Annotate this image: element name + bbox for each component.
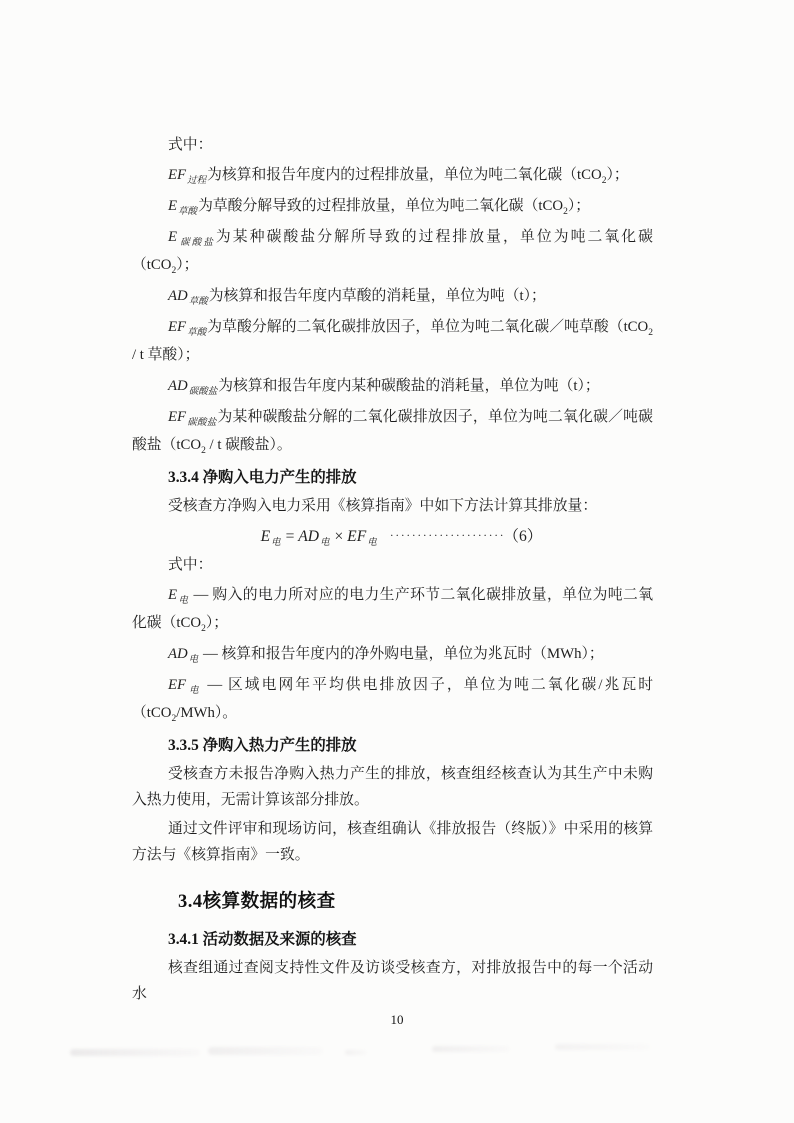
- scan-artifact: [345, 1050, 367, 1055]
- math-variable: $E_{碳酸盐}$: [168, 229, 215, 248]
- variable-subscript: 电: [187, 685, 201, 696]
- definition-paragraph: $AD_{碳酸盐}$为核算和报告年度内某种碳酸盐的消耗量，单位为吨（t）；: [168, 378, 600, 397]
- variable-subscript: 电: [367, 538, 377, 549]
- scan-artifact: [70, 1049, 200, 1056]
- variable-subscript: 碳酸盐: [188, 386, 218, 397]
- paragraph: 核查组通过查阅支持性文件及访谈受核查方，对排放报告中的每一个活动水: [132, 960, 653, 1002]
- variable-subscript: 碳酸盐: [178, 237, 215, 248]
- variable-subscript: 草酸: [187, 327, 207, 338]
- math-variable: $EF_{过程}$: [168, 167, 207, 186]
- variable-subscript: 碳酸盐: [187, 417, 217, 428]
- page-number: 10: [390, 1012, 404, 1027]
- variable-subscript: 电: [178, 595, 189, 606]
- variable-subscript: 电: [271, 538, 281, 549]
- math-variable: $AD_电$: [298, 528, 330, 549]
- math-variable: $EF_电$: [168, 677, 201, 696]
- text-subscript: 2: [201, 623, 206, 634]
- math-variable: $E_电$: [168, 587, 189, 606]
- math-variable: $EF_电$: [347, 528, 377, 549]
- section-heading: 3.4核算数据的核查: [178, 892, 336, 912]
- text-subscript: 2: [171, 265, 177, 276]
- subsection-heading: 3.3.5 净购入热力产生的排放: [168, 737, 357, 754]
- text-subscript: 2: [171, 713, 177, 724]
- text-subscript: 2: [563, 206, 568, 217]
- variable-subscript: 草酸: [188, 296, 208, 307]
- definition-paragraph: $EF_{草酸}$为草酸分解的二氧化碳排放因子，单位为吨二氧化碳／吨草酸（tCO$_2$ / t 草酸）；: [132, 319, 653, 363]
- document-body: [132, 130, 653, 1010]
- math-variable: $AD_{草酸}$: [168, 288, 208, 307]
- subsection-heading: 3.4.1 活动数据及来源的核查: [168, 931, 357, 948]
- definition-paragraph: $EF_{过程}$为核算和报告年度内的过程排放量，单位为吨二氧化碳（tCO$_2$）；: [168, 167, 629, 186]
- dotted-leader: ·····················: [389, 528, 506, 542]
- paragraph: 式中：: [168, 557, 213, 573]
- variable-subscript: 草酸: [178, 206, 198, 217]
- variable-subscript: 电: [188, 654, 199, 665]
- text-subscript: 2: [601, 175, 607, 186]
- scan-artifact: [555, 1044, 650, 1050]
- scan-artifact: [208, 1047, 323, 1055]
- definition-paragraph: $EF_电$ — 区域电网年平均供电排放因子，单位为吨二氧化碳/兆瓦时（tCO$_2$/MWh）。: [132, 677, 653, 724]
- definition-paragraph: $E_{草酸}$为草酸分解导致的过程排放量，单位为吨二氧化碳（tCO$_2$）；: [168, 198, 591, 217]
- paragraph: 受核查方未报告净购入热力产生的排放，核查组经核查认为其生产中未购入热力使用，无需计算该部分排放。: [132, 766, 653, 808]
- math-variable: $EF_{碳酸盐}$: [168, 409, 217, 428]
- definition-paragraph: $EF_{碳酸盐}$为某种碳酸盐分解的二氧化碳排放因子，单位为吨二氧化碳／吨碳酸盐（tCO$_2$ / t 碳酸盐）。: [132, 409, 653, 456]
- variable-subscript: 电: [320, 538, 330, 549]
- text-subscript: 2: [201, 445, 206, 456]
- scan-artifact: [432, 1046, 510, 1052]
- definition-paragraph: $AD_{草酸}$为核算和报告年度内草酸的消耗量，单位为吨（t）；: [168, 288, 546, 307]
- paragraph: 通过文件评审和现场访问，核查组确认《排放报告（终版）》中采用的核算方法与《核算指南》一致。: [132, 821, 653, 863]
- math-variable: $AD_电$: [168, 646, 199, 665]
- math-variable: $E_电$: [260, 528, 281, 549]
- variable-subscript: 过程: [187, 175, 207, 186]
- definition-paragraph: $E_{碳酸盐}$为某种碳酸盐分解所导致的过程排放量，单位为吨二氧化碳（tCO$_2$）；: [132, 229, 653, 276]
- math-variable: $E_{草酸}$: [168, 198, 198, 217]
- text-subscript: 2: [648, 327, 653, 338]
- paragraph: 式中：: [168, 137, 213, 153]
- math-variable: $EF_{草酸}$: [168, 319, 207, 338]
- paragraph: 受核查方净购入电力采用《核算指南》中如下方法计算其排放量：: [168, 498, 598, 514]
- definition-paragraph: $E_电$ — 购入的电力所对应的电力生产环节二氧化碳排放量，单位为吨二氧化碳（tCO$_2$）；: [132, 587, 653, 634]
- subsection-heading: 3.3.4 净购入电力产生的排放: [168, 469, 357, 486]
- formula-line: $E_电 = AD_电 \times EF_电\cdot\cdot\cdot\cdot\cdot\cdot\cdot\cdot\cdot\cdot\cdot\cdot\cdot\cdot\cdot\cdot\cdot\cdot\cdot\cdot\cdot (6)$: [260, 528, 543, 549]
- definition-paragraph: $AD_电$ — 核算和报告年度内的净外购电量，单位为兆瓦时（MWh）；: [168, 646, 604, 665]
- math-variable: $AD_{碳酸盐}$: [168, 378, 218, 397]
